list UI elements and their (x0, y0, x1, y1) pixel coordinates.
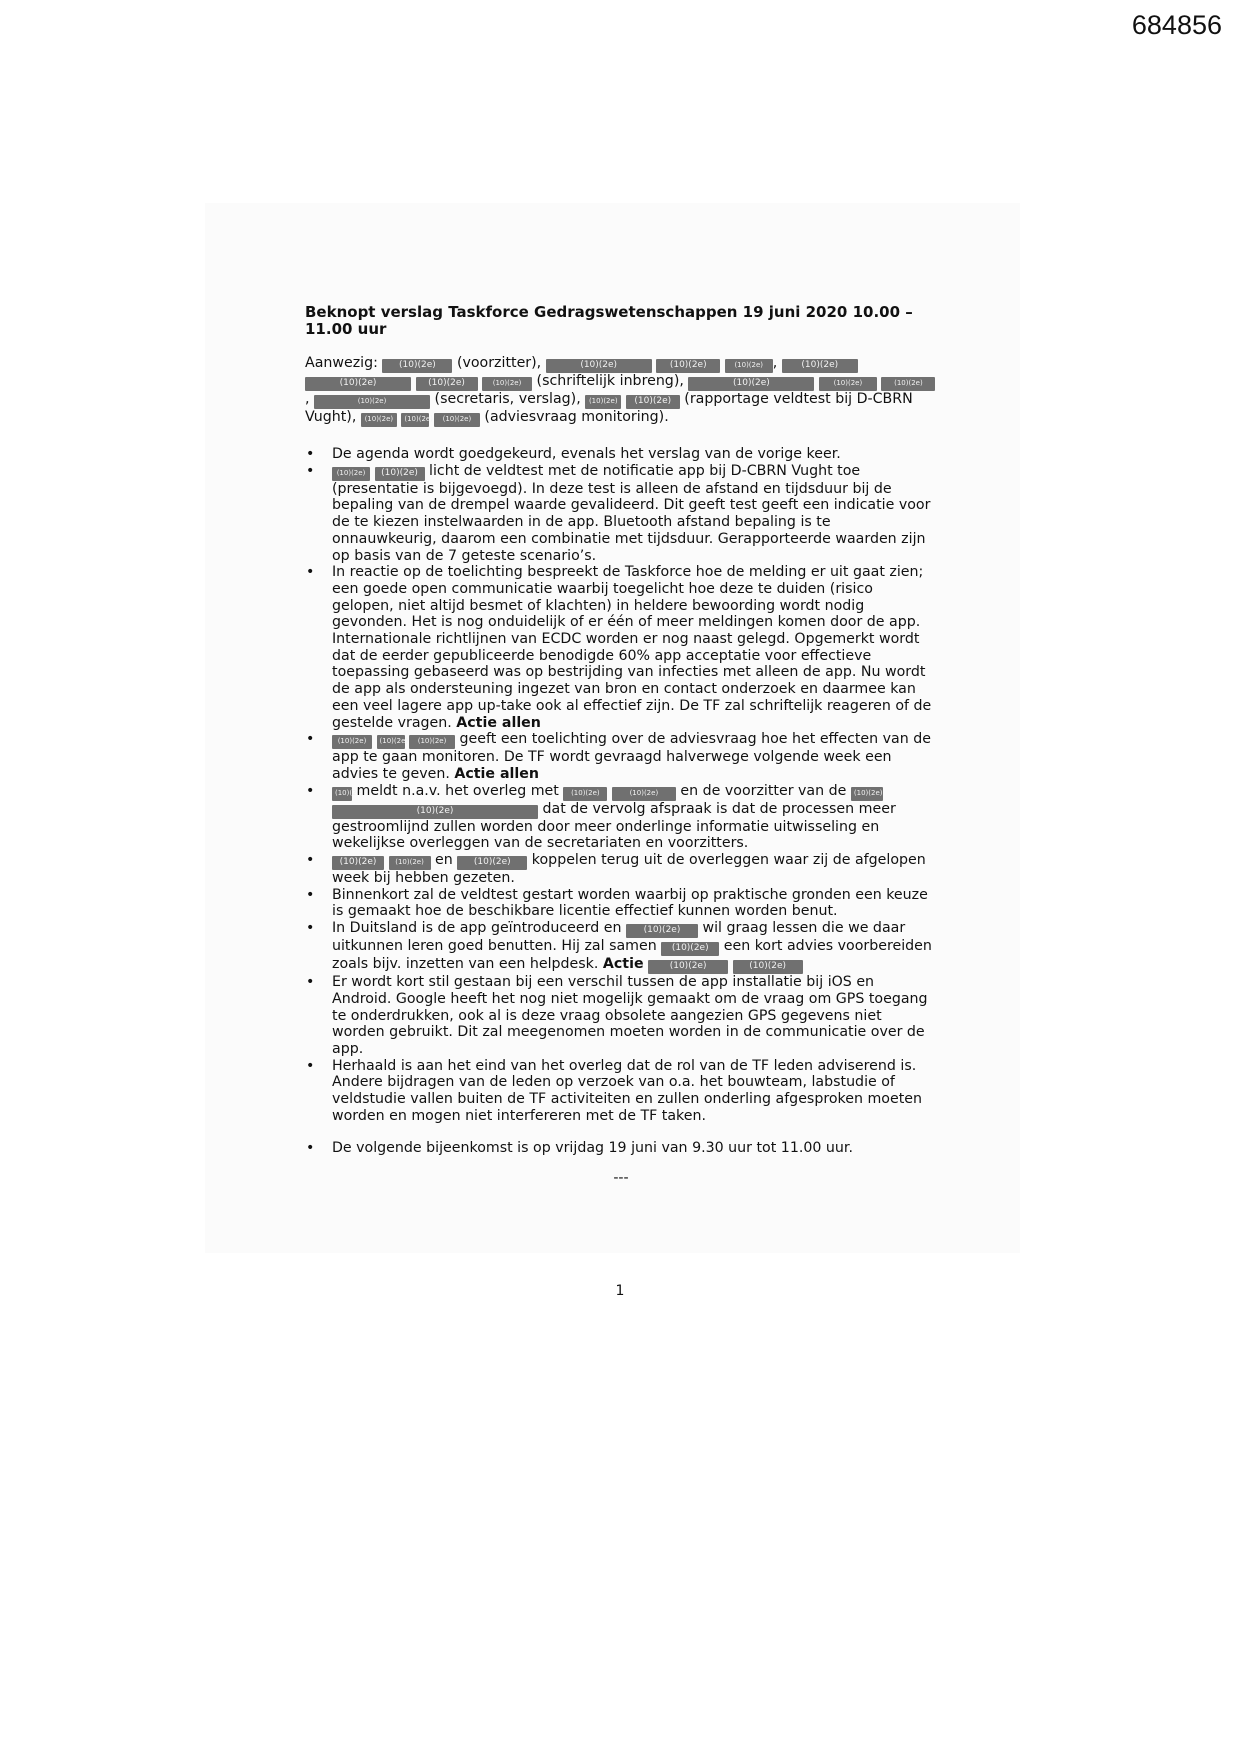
list-item (332, 731, 937, 782)
item-text: wil graag lessen die we daar uitkunnen leren goed benutten. Hij zal samen (332, 920, 906, 955)
attendance-text: , (305, 391, 310, 407)
item-text: dat de vervolg afspraak is dat de processen meer gestroomlijnd zullen worden door meer onderlinge informatie uitwisseling en wekelijkse overleggen van de secretariaten en voorzitters. (332, 800, 896, 852)
redaction: (10)(2e) (389, 856, 431, 870)
redaction: (10)(2e) (585, 395, 621, 409)
redaction: (10)(2e) (819, 377, 877, 391)
item-text: koppelen terug uit de overleggen waar zij de afgelopen week bij hebben gezeten. (332, 852, 926, 887)
redaction: (10)(2e) (733, 960, 803, 974)
redaction: (10)(2e) (648, 960, 728, 974)
redaction: (10)(2e) (401, 413, 429, 427)
redaction: (10)(2e) (782, 359, 858, 373)
redaction: (10)(2e) (546, 359, 652, 373)
agenda-list (305, 446, 937, 1156)
list-item (332, 852, 937, 887)
list-item (332, 920, 937, 974)
attendance-text: (secretaris, verslag), (434, 391, 581, 407)
redaction: (10)(2e) (377, 735, 405, 749)
redaction: (10)(2e) (457, 856, 527, 870)
attendance-text: (adviesvraag monitoring). (484, 409, 669, 425)
list-item (332, 446, 937, 463)
document-number: 684856 (1131, 10, 1222, 40)
item-text: en (435, 852, 453, 869)
redaction: (10)(2e) (361, 413, 397, 427)
list-item (332, 1058, 937, 1125)
redaction: (10)(2e) (563, 787, 607, 801)
redaction: (10)(2e) (612, 787, 676, 801)
item-text: Herhaald is aan het eind van het overleg dat de rol van de TF leden adviserend is. Andere bijdragen van de leden op verzoek van o.a. het bouwteam, labstudie of veldstudie vallen buiten de TF activiteiten en zullen onderling afgesproken moeten worden en mogen niet interfereren met de TF taken. (332, 1057, 922, 1124)
item-text: In Duitsland is de app geïntroduceerd en (332, 920, 622, 937)
attendance-label: Aanwezig: (305, 355, 378, 371)
item-text: en de voorzitter van de (680, 782, 847, 799)
attendance-text: (rapportage veldtest bij D-CBRN Vught), (305, 391, 913, 425)
redaction: (10)(2e) (881, 377, 935, 391)
item-text: In reactie op de toelichting bespreekt de Taskforce hoe de melding er uit gaat zien; een goede open communicatie waarbij toegelicht hoe deze te duiden (risico gelopen, niet altijd besmet of klachten) in heldere bewoording wordt nodig gevonden. Het is nog onduidelijk of er één of meer meldingen komen door de app. Internationale richtlijnen van ECDC worden er nog naast gelegd. Opgemerkt wordt dat de eerder gepubliceerde benodigde 60% app acceptatie voor effectieve toepassing gebaseerd was op bestrijding van infecties met alleen de app. Nu wordt de app als ondersteuning ingezet van bron en contact onderzoek en daarmee kan een veel lagere app up-take ook al effectief zijn. De TF zal schriftelijk reageren of de gestelde vragen. (332, 564, 932, 731)
redaction: (10)(2e) (725, 359, 773, 373)
redaction: (10)(2e) (626, 395, 680, 409)
redaction: (10)(2e) (332, 735, 372, 749)
redaction: (10)(2e) (656, 359, 720, 373)
redaction: (10)(2e) (482, 377, 532, 391)
redaction: (10)(2e) (382, 359, 452, 373)
redaction: (10)(2e) (332, 787, 352, 801)
item-text: meldt n.a.v. het overleg met (356, 782, 559, 799)
list-item (332, 463, 937, 565)
redaction: (10)(2e) (416, 377, 478, 391)
list-item (332, 783, 937, 852)
item-text: De agenda wordt goedgekeurd, evenals het verslag van de vorige keer. (332, 446, 841, 462)
redaction: (10)(2e) (375, 467, 425, 481)
item-text: Binnenkort zal de veldtest gestart worden waarbij op praktische gronden een keuze is gemaakt hoe de beschikbare licentie effectief kunnen worden benut. (332, 886, 928, 920)
list-item (332, 564, 937, 731)
page-title: Beknopt verslag Taskforce Gedragswetenschappen 19 juni 2020 10.00 – 11.00 uur (305, 303, 913, 338)
minutes-content (305, 304, 937, 1187)
redaction: (10)(2e) (626, 924, 698, 938)
attendance (305, 355, 937, 427)
redaction: (10)(2e) (434, 413, 480, 427)
end-marker: --- (613, 1170, 629, 1187)
action-label: Actie (602, 956, 644, 973)
redaction: (10)(2e) (332, 467, 370, 481)
redaction: (10)(2e) (305, 377, 411, 391)
item-text: licht de veldtest met de notificatie app bij D-CBRN Vught toe (presentatie is bijgevoegd). In deze test is alleen de afstand en tijdsduur bij de bepaling van de drempel waarde gevalideerd. Dit geeft test geeft een indicatie voor de te kiezen instelwaarden in de app. Bluetooth afstand bepaling is te onnauwkeurig, daarom een combinatie met tijdsduur. Gerapporteerde waarden zijn op basis van de 7 geteste scenario’s. (332, 462, 931, 564)
redaction: (10)(2e) (332, 805, 538, 819)
redaction: (10)(2e) (332, 856, 384, 870)
redaction: (10)(2e) (851, 787, 883, 801)
item-text: De volgende bijeenkomst is op vrijdag 19 juni van 9.30 uur tot 11.00 uur. (332, 1139, 853, 1156)
action-label: Actie allen (454, 765, 539, 782)
list-item (332, 974, 937, 1058)
action-label: Actie allen (456, 714, 541, 731)
list-item (332, 887, 937, 920)
page-number: 1 (615, 1283, 625, 1299)
redaction: (10)(2e) (661, 942, 719, 956)
redaction: (10)(2e) (688, 377, 814, 391)
attendance-text: , (772, 355, 778, 371)
attendance-text: (voorzitter), (456, 355, 542, 371)
redaction: (10)(2e) (314, 395, 430, 409)
list-item (332, 1140, 937, 1157)
attendance-text: (schriftelijk inbreng), (536, 373, 684, 389)
item-text: geeft een toelichting over de adviesvraag hoe het effecten van de app te gaan monitoren. De TF wordt gevraagd halverwege volgende week een advies te geven. (332, 731, 931, 782)
item-text: een kort advies voorbereiden zoals bijv. inzetten van een helpdesk. (332, 938, 932, 973)
redaction: (10)(2e) (409, 735, 455, 749)
item-text: Er wordt kort stil gestaan bij een verschil tussen de app installatie bij iOS en Android. Google heeft het nog niet mogelijk gemaakt om de vraag om GPS toegang te onderdrukken, ook al is deze vraag obsolete aangezien GPS gegevens niet worden gebruikt. Dit zal meegenomen moeten worden in de communicatie over de app. (332, 974, 928, 1057)
